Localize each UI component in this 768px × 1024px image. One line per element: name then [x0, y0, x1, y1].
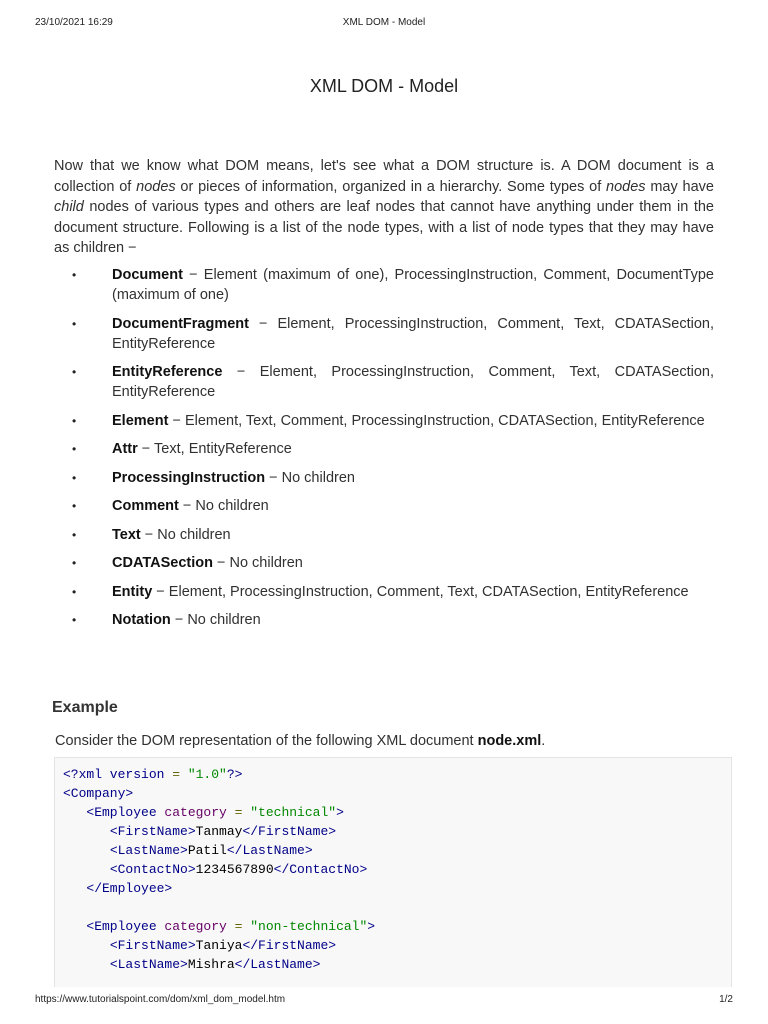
list-item — [54, 439, 714, 459]
print-datetime: 23/10/2021 16:29 — [35, 17, 113, 28]
code-line — [63, 955, 320, 974]
node-type-children: − Element, ProcessingInstruction, Comment, Text, CDATASection, EntityReference — [112, 364, 714, 400]
node-type-name: EntityReference — [112, 364, 223, 380]
node-type-name: Element — [112, 412, 169, 429]
code-indent — [63, 862, 110, 877]
print-header-title: XML DOM - Model — [342, 17, 426, 28]
code-token: <FirstName> — [109, 938, 196, 953]
intro-emphasis-child: child — [54, 199, 84, 215]
bullet-icon: • — [72, 442, 77, 456]
print-footer — [0, 994, 768, 1008]
node-type-children: − No children — [178, 498, 269, 514]
code-line — [63, 822, 336, 841]
node-type-name: Attr — [112, 441, 138, 457]
code-token: <LastName> — [109, 957, 188, 972]
node-type-list — [54, 265, 714, 639]
node-type-name: CDATASection — [112, 555, 213, 571]
code-block — [54, 757, 732, 987]
code-token: > — [336, 805, 344, 820]
node-type-children: − No children — [170, 612, 261, 628]
code-token: category — [164, 919, 227, 934]
code-token: "technical" — [250, 805, 337, 820]
code-token: = — [226, 919, 251, 934]
code-line — [63, 841, 313, 860]
code-indent — [63, 938, 110, 953]
code-token: <Company> — [63, 786, 134, 801]
code-token: <FirstName> — [109, 824, 196, 839]
code-indent — [63, 919, 86, 934]
code-line — [63, 879, 172, 898]
code-token: > — [367, 919, 376, 934]
code-token: <LastName> — [109, 843, 188, 858]
bullet-icon: • — [72, 613, 77, 627]
code-line — [63, 803, 344, 822]
code-token: <ContactNo> — [109, 862, 196, 877]
code-indent — [63, 843, 110, 858]
code-token: </ContactNo> — [273, 862, 368, 877]
node-type-children: − No children — [140, 526, 231, 543]
node-type-children: − Element, ProcessingInstruction, Comment, Text, CDATASection, EntityReference — [112, 315, 714, 352]
intro-text-1: Now that we know what DOM means, let's see what a DOM structure is. A DOM document is a collection of — [54, 158, 714, 195]
node-type-children: − Element, ProcessingInstruction, Comment, Text, CDATASection, EntityReference — [152, 583, 689, 600]
intro-text-3: may have — [645, 178, 714, 195]
bullet-icon: • — [72, 470, 77, 485]
page-number: 1/2 — [719, 994, 733, 1005]
code-token: ?> — [226, 767, 243, 782]
code-token: <Employee — [86, 919, 165, 934]
node-type-name: Comment — [112, 498, 179, 514]
code-token: <?xml version — [63, 767, 173, 782]
code-token: Tanmay — [195, 824, 243, 839]
example-heading: Example — [52, 699, 118, 716]
code-indent — [63, 824, 110, 839]
code-indent — [63, 805, 86, 820]
node-type-name: Entity — [112, 583, 153, 600]
code-token: </LastName> — [226, 843, 313, 858]
intro-text-4: nodes of various types and others are leaf nodes that cannot have anything under them in the document structure. Following is a list of the node types, with a list of node types that they may have as children − — [54, 199, 714, 256]
intro-emphasis-nodes-2: nodes — [606, 178, 646, 195]
code-token: = — [226, 805, 251, 820]
consider-text: Consider the DOM representation of the following XML document — [55, 733, 478, 749]
code-token: </FirstName> — [242, 824, 337, 839]
bullet-icon: • — [72, 556, 77, 570]
list-item — [54, 610, 714, 630]
code-token: </Employee> — [86, 881, 173, 896]
code-token: </LastName> — [234, 957, 321, 972]
code-indent — [63, 957, 110, 972]
code-token: category — [164, 805, 227, 820]
node-type-children: − Text, EntityReference — [137, 441, 292, 457]
code-line — [63, 917, 375, 936]
node-type-name: DocumentFragment — [112, 315, 249, 332]
code-token: <Employee — [86, 805, 165, 820]
list-item — [54, 411, 714, 431]
code-indent — [63, 881, 86, 896]
intro-emphasis-nodes: nodes — [136, 178, 176, 195]
bullet-icon: • — [72, 268, 77, 282]
code-token: 1234567890 — [195, 862, 274, 877]
bullet-icon: • — [72, 413, 77, 428]
intro-text-2: or pieces of information, organized in a hierarchy. Some types of — [175, 178, 607, 195]
list-item — [54, 525, 714, 545]
code-token: "1.0" — [187, 767, 227, 782]
node-type-children: − Element (maximum of one), ProcessingInstruction, Comment, DocumentType (maximum of one) — [112, 267, 714, 303]
node-type-children: − No children — [265, 469, 355, 486]
node-type-name: ProcessingInstruction — [112, 469, 266, 486]
code-line — [63, 860, 367, 879]
list-item — [54, 362, 714, 402]
source-url-link[interactable]: https://www.tutorialspoint.com/dom/xml_dom_model.htm — [35, 994, 286, 1005]
code-line — [63, 765, 242, 784]
list-item — [54, 496, 714, 516]
bullet-icon: • — [72, 499, 77, 513]
code-token: "non-technical" — [250, 919, 368, 934]
code-line — [63, 936, 336, 955]
consider-end: . — [541, 733, 546, 749]
code-line — [63, 784, 133, 803]
list-item — [54, 553, 714, 573]
node-type-name: Notation — [112, 612, 171, 628]
consider-paragraph — [55, 733, 715, 749]
page-title: XML DOM - Model — [309, 76, 459, 96]
intro-paragraph — [54, 156, 714, 259]
print-header — [0, 17, 768, 31]
list-item — [54, 468, 714, 488]
node-type-children: − Element, Text, Comment, ProcessingInstruction, CDATASection, EntityReference — [168, 412, 705, 429]
code-token: </FirstName> — [242, 938, 337, 953]
consider-filename: node.xml — [477, 733, 542, 749]
bullet-icon: • — [72, 316, 77, 331]
list-item — [54, 582, 714, 602]
node-type-children: − No children — [212, 555, 303, 571]
code-token: Patil — [187, 843, 227, 858]
code-token: Mishra — [187, 957, 235, 972]
code-token: = — [172, 767, 188, 782]
list-item — [54, 265, 714, 305]
code-token: Taniya — [195, 938, 243, 953]
list-item — [54, 314, 714, 354]
node-type-name: Document — [112, 267, 183, 283]
bullet-icon: • — [72, 527, 77, 542]
bullet-icon: • — [72, 584, 77, 599]
bullet-icon: • — [72, 365, 77, 379]
node-type-name: Text — [112, 526, 141, 543]
